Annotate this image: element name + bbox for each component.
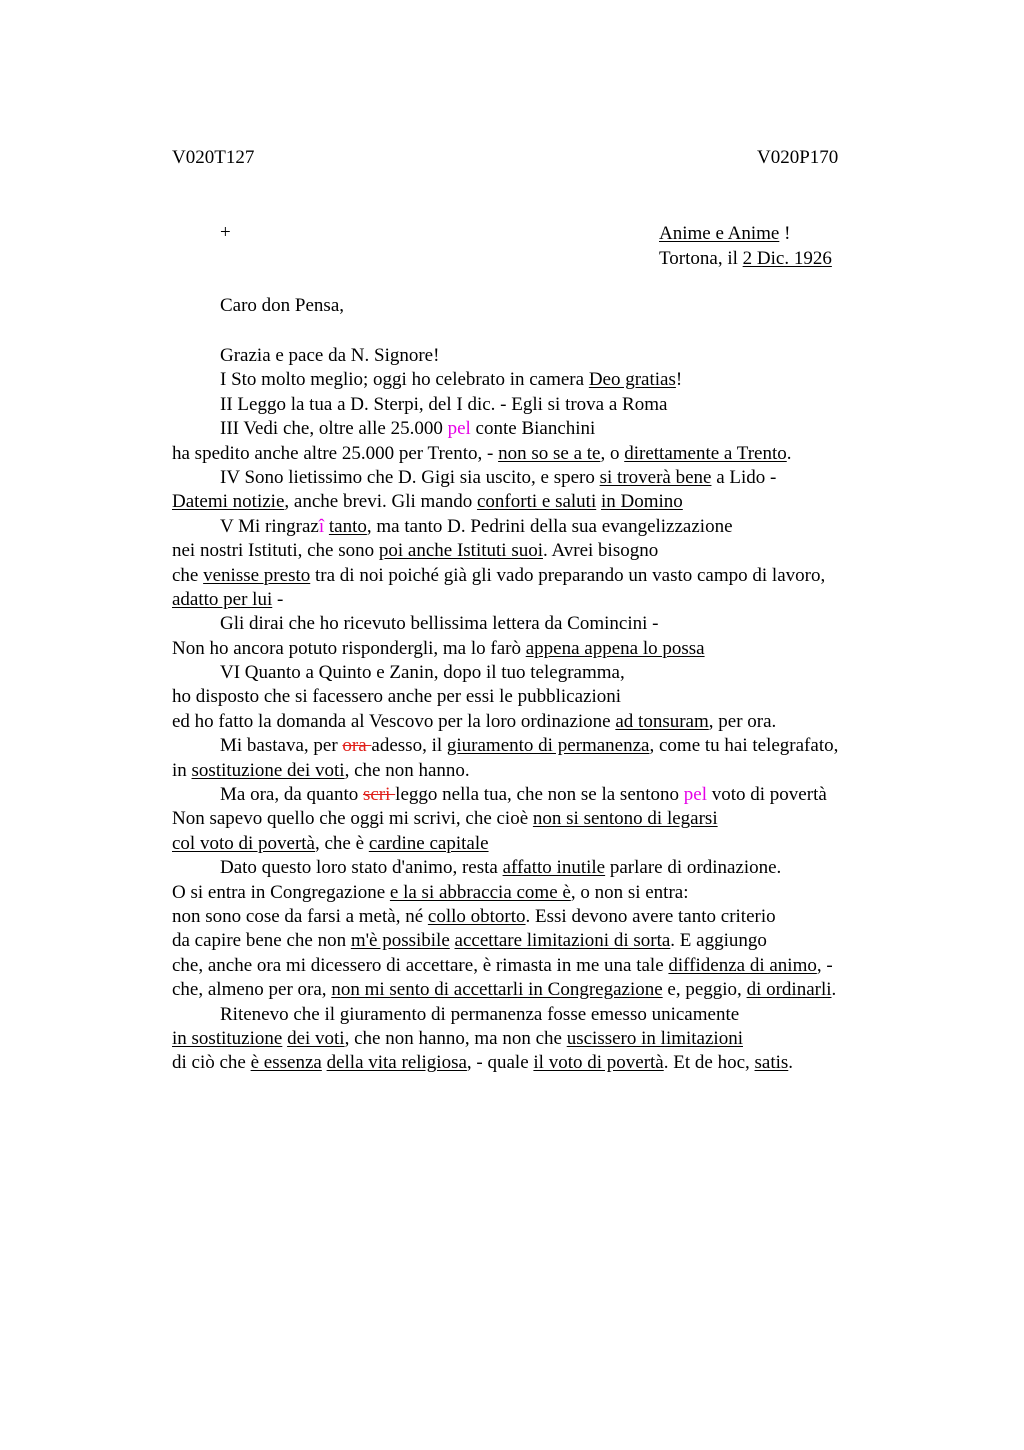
text-line: [172, 588, 932, 612]
underlined-text: poi anche Istituti suoi: [378, 540, 543, 562]
text-line: [172, 954, 932, 978]
text-line: [172, 734, 932, 758]
text-segment: Mi bastava, per: [220, 735, 343, 757]
text-segment: .: [786, 442, 792, 464]
text-segment: che: [172, 564, 204, 586]
underlined-text: accettare limitazioni di sorta: [454, 930, 671, 952]
highlighted-text: pel: [683, 784, 707, 806]
underlined-text: è essenza: [250, 1052, 322, 1074]
text-line: [172, 515, 932, 539]
text-segment: .: [788, 1052, 794, 1074]
text-line: [172, 344, 932, 368]
heading-block: [659, 222, 832, 271]
text-line: [172, 856, 932, 880]
underlined-text: ad tonsuram: [615, 710, 709, 732]
underlined-text: affatto inutile: [502, 857, 606, 879]
text-segment: in: [172, 759, 192, 781]
underlined-text: sostituzione dei voti: [191, 759, 345, 781]
struck-text: scri: [362, 784, 396, 806]
text-segment: .: [831, 979, 837, 1001]
date: 2 Dic. 1926: [742, 247, 832, 269]
underlined-text: direttamente a Trento: [624, 442, 787, 464]
underlined-text: col voto di povertà: [172, 832, 315, 854]
text-segment: adesso, il: [371, 735, 447, 757]
text-line: [172, 442, 932, 466]
place-date-line: [659, 247, 832, 272]
motto-line: [659, 222, 832, 247]
text-segment: O si entra in Congregazione: [172, 881, 390, 903]
text-line: [172, 783, 932, 807]
underlined-text: dei voti: [287, 1027, 345, 1049]
underlined-text: giuramento di permanenza: [446, 735, 650, 757]
text-segment: Non sapevo quello che oggi mi scrivi, che cioè: [172, 808, 533, 830]
text-line: [172, 1027, 932, 1051]
text-segment: V Mi ringraz: [220, 515, 319, 537]
text-segment: . E aggiungo: [670, 930, 767, 952]
text-segment: VI Quanto a Quinto e Zanin, dopo il tuo telegramma,: [220, 662, 625, 684]
underlined-text: satis: [754, 1052, 789, 1074]
underlined-text: conforti e saluti: [476, 491, 597, 513]
text-line: [172, 539, 932, 563]
underlined-text: in sostituzione: [172, 1027, 283, 1049]
text-line: [172, 1051, 932, 1075]
text-segment: , per ora.: [708, 710, 777, 732]
text-segment: tra di noi poiché già gli vado preparando un vasto campo di lavoro,: [310, 564, 826, 586]
underlined-text: e la si abbraccia come è: [389, 881, 571, 903]
text-line: [172, 393, 932, 417]
underlined-text: di ordinarli: [746, 979, 832, 1001]
text-line: [172, 881, 932, 905]
text-line: [172, 905, 932, 929]
salutation: Caro don Pensa,: [220, 295, 345, 316]
text-segment: a Lido -: [711, 466, 777, 488]
text-line: [172, 661, 932, 685]
motto: Anime e Anime: [659, 223, 780, 244]
letter-body: [172, 344, 932, 1076]
text-segment: che, anche ora mi dicessero di accettare, è rimasta in me una tale: [172, 954, 669, 976]
underlined-text: il voto di povertà: [533, 1052, 664, 1074]
underlined-text: non so se a te: [498, 442, 601, 464]
text-segment: II Leggo la tua a D. Sterpi, del I dic. - Egli si trova a Roma: [220, 393, 668, 415]
header-right-code: V020P170: [757, 147, 839, 168]
text-segment: Dato questo loro stato d'animo, resta: [220, 857, 503, 879]
text-segment: Grazia e pace da N. Signore!: [220, 345, 440, 366]
text-segment: . Et de hoc,: [663, 1052, 755, 1074]
text-segment: , che non hanno.: [344, 759, 470, 781]
underlined-text: Datemi notizie: [172, 491, 285, 513]
text-segment: IV Sono lietissimo che D. Gigi sia uscito, e spero: [220, 466, 600, 488]
text-segment: Gli dirai che ho ricevuto bellissima lettera da Comincini -: [220, 613, 659, 635]
cross-mark: +: [220, 222, 231, 243]
text-line: [172, 807, 932, 831]
place: Tortona, il: [659, 247, 743, 269]
underlined-text: venisse presto: [203, 564, 311, 586]
header-left-code: V020T127: [172, 147, 255, 168]
text-segment: , - quale: [466, 1052, 534, 1074]
text-segment: -: [272, 588, 284, 610]
text-segment: Ma ora, da quanto: [220, 784, 363, 806]
text-segment: , ma tanto D. Pedrini della sua evangelizzazione: [366, 515, 733, 537]
underlined-text: Deo gratias: [588, 369, 676, 391]
text-line: [172, 612, 932, 636]
underlined-text: tanto: [328, 515, 367, 537]
text-segment: . Essi devono avere tanto criterio: [525, 905, 776, 927]
underlined-text: diffidenza di animo: [668, 954, 817, 976]
underlined-text: in Domino: [600, 491, 683, 513]
text-segment: ho disposto che si facessero anche per essi le pubblicazioni: [172, 686, 621, 708]
text-line: [172, 832, 932, 856]
text-line: [172, 637, 932, 661]
text-segment: ed ho fatto la domanda al Vescovo per la loro ordinazione: [172, 710, 616, 732]
underlined-text: collo obtorto: [427, 905, 526, 927]
struck-text: ora: [342, 735, 372, 757]
text-segment: III Vedi che, oltre alle 25.000: [220, 418, 448, 440]
text-line: [172, 978, 932, 1002]
text-segment: voto di povertà: [707, 784, 827, 806]
text-segment: , come tu hai telegrafato,: [649, 735, 839, 757]
text-segment: non sono cose da farsi a metà, né: [172, 905, 428, 927]
text-segment: di ciò che: [172, 1052, 251, 1074]
text-segment: !: [675, 369, 683, 391]
text-segment: conte Bianchini: [470, 418, 596, 440]
underlined-text: m'è possibile: [350, 930, 450, 952]
text-line: [172, 1003, 932, 1027]
text-line: [172, 417, 932, 441]
underlined-text: non si sentono di legarsi: [532, 808, 718, 830]
text-segment: da capire bene che non: [172, 930, 351, 952]
text-segment: , o: [600, 442, 625, 464]
text-segment: , -: [816, 954, 833, 976]
text-segment: e, peggio,: [662, 979, 747, 1001]
text-segment: , che non hanno, ma non che: [344, 1027, 567, 1049]
text-segment: nei nostri Istituti, che sono: [172, 540, 379, 562]
underlined-text: cardine capitale: [368, 832, 489, 854]
text-line: [172, 929, 932, 953]
underlined-text: della vita religiosa: [326, 1052, 467, 1074]
text-line: [172, 564, 932, 588]
text-segment: ha spedito anche altre 25.000 per Trento, -: [172, 442, 499, 464]
text-segment: , o non si entra:: [570, 881, 689, 903]
text-line: [172, 759, 932, 783]
text-line: [172, 466, 932, 490]
text-line: [172, 685, 932, 709]
underlined-text: uscissero in limitazioni: [566, 1027, 743, 1049]
highlighted-text: î: [318, 515, 325, 537]
text-segment: , anche brevi. Gli mando: [284, 491, 477, 513]
underlined-text: appena appena lo possa: [525, 637, 705, 659]
text-segment: . Avrei bisogno: [543, 540, 659, 562]
text-segment: che, almeno per ora,: [172, 979, 332, 1001]
text-segment: Non ho ancora potuto rispondergli, ma lo farò: [172, 637, 526, 659]
text-segment: leggo nella tua, che non se la sentono: [395, 784, 684, 806]
highlighted-text: pel: [447, 418, 471, 440]
underlined-text: si troverà bene: [599, 466, 712, 488]
text-segment: Ritenevo che il giuramento di permanenza fosse emesso unicamente: [220, 1003, 740, 1025]
text-segment: parlare di ordinazione.: [605, 857, 782, 879]
underlined-text: non mi sento di accettarli in Congregazione: [331, 979, 663, 1001]
text-line: [172, 490, 932, 514]
text-segment: , che è: [315, 832, 369, 854]
underlined-text: adatto per lui: [172, 588, 273, 610]
motto-mark: !: [779, 223, 791, 244]
text-line: [172, 710, 932, 734]
text-segment: I Sto molto meglio; oggi ho celebrato in camera: [220, 369, 589, 391]
text-line: [172, 368, 932, 392]
